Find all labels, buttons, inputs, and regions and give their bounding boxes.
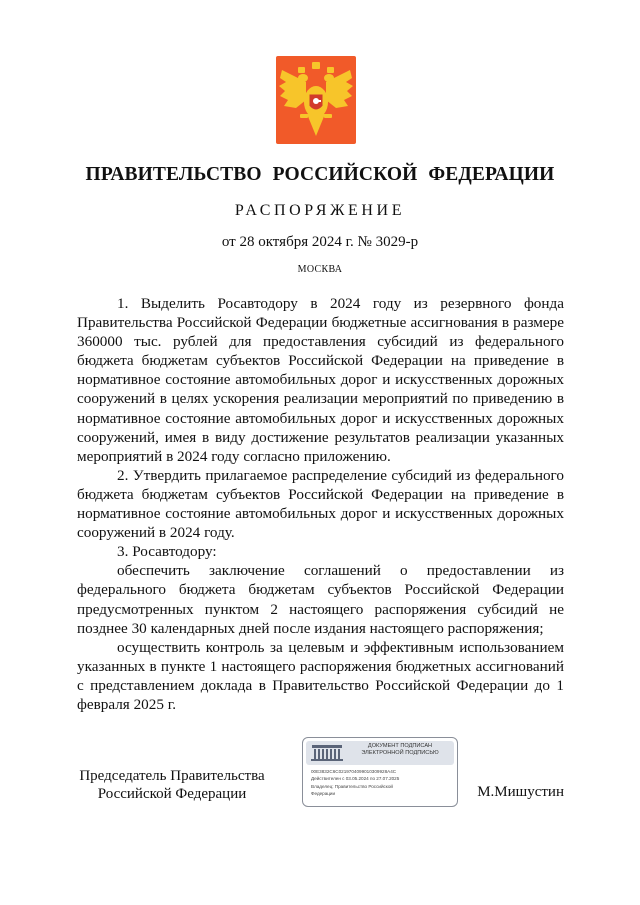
paragraph-1: 1. Выделить Росавтодору в 2024 году из резервного фонда Правительства Российской Федерации бюджетные ассигнования в размере 360000 тыс. рублей для предоставления субсидий из федерального бюджета бюджетам субъектов Российской Федерации на приведение в нормативное состояние автомобильных дорог и искусственных дорожных сооружений в целях ускорения реализации мероприятий по приведению в нормативное состояние автомобильных дорог и искусственных дорожных сооружений, имея в виду достижение результатов реализации указанных мероприятий в 2024 году согласно приложению.: [77, 295, 564, 465]
signatory-position-line-1: Председатель Правительства: [79, 768, 265, 784]
paragraph-3: 3. Росавтодору:: [117, 543, 217, 561]
stamp-title-line-1: ДОКУМЕНТ ПОДПИСАН: [367, 743, 433, 749]
document-issuer-title: ПРАВИТЕЛЬСТВО РОССИЙСКОЙ ФЕДЕРАЦИИ: [85, 164, 555, 185]
stamp-title: [347, 743, 453, 757]
signatory-position-line-2: Российской Федерации: [97, 786, 247, 802]
paragraph-3-item-2: осуществить контроль за целевым и эффективным использованием указанных в пункте 1 настоящего распоряжения бюджетных ассигнований с представлением доклада в Правительство Российской Федерации до 1 февраля 2025 г.: [77, 638, 564, 713]
document-city: МОСКВА: [297, 264, 343, 275]
paragraph-3-item-1: обеспечить заключение соглашений о предоставлении из федерального бюджета бюджетам субъектов Российской Федерации предусмотренных пунктом 2 настоящего распоряжения субсидий не позднее 30 календарных дней после издания настоящего распоряжения;: [77, 562, 564, 637]
document-body: [77, 294, 564, 714]
stamp-owner-2: Федерации: [311, 791, 336, 797]
signatory-position: [77, 767, 267, 803]
stamp-title-line-2: ЭЛЕКТРОННОЙ ПОДПИСЬЮ: [361, 750, 439, 756]
document-type: РАСПОРЯЖЕНИЕ: [234, 202, 406, 219]
electronic-signature-stamp: [302, 737, 458, 807]
stamp-owner: Владелец: Правительство Российской: [311, 783, 393, 789]
paragraph-2: 2. Утвердить прилагаемое распределение субсидий из федерального бюджета бюджетам субъектов Российской Федерации на приведение в нормативное состояние автомобильных дорог и искусственных дорожных сооружений в 2024 году.: [77, 466, 564, 542]
coat-of-arms-icon: [276, 56, 356, 144]
government-building-icon: [311, 745, 343, 761]
signatory-name: М.Мишустин: [477, 784, 564, 800]
stamp-details: [311, 768, 455, 798]
stamp-validity: Действителен с 03.05.2024 по 27.07.2025: [311, 776, 400, 782]
stamp-serial: 00E3832C6C0219704099010309928A4C: [311, 769, 397, 774]
document-date-number: от 28 октября 2024 г. № 3029-р: [221, 234, 419, 250]
